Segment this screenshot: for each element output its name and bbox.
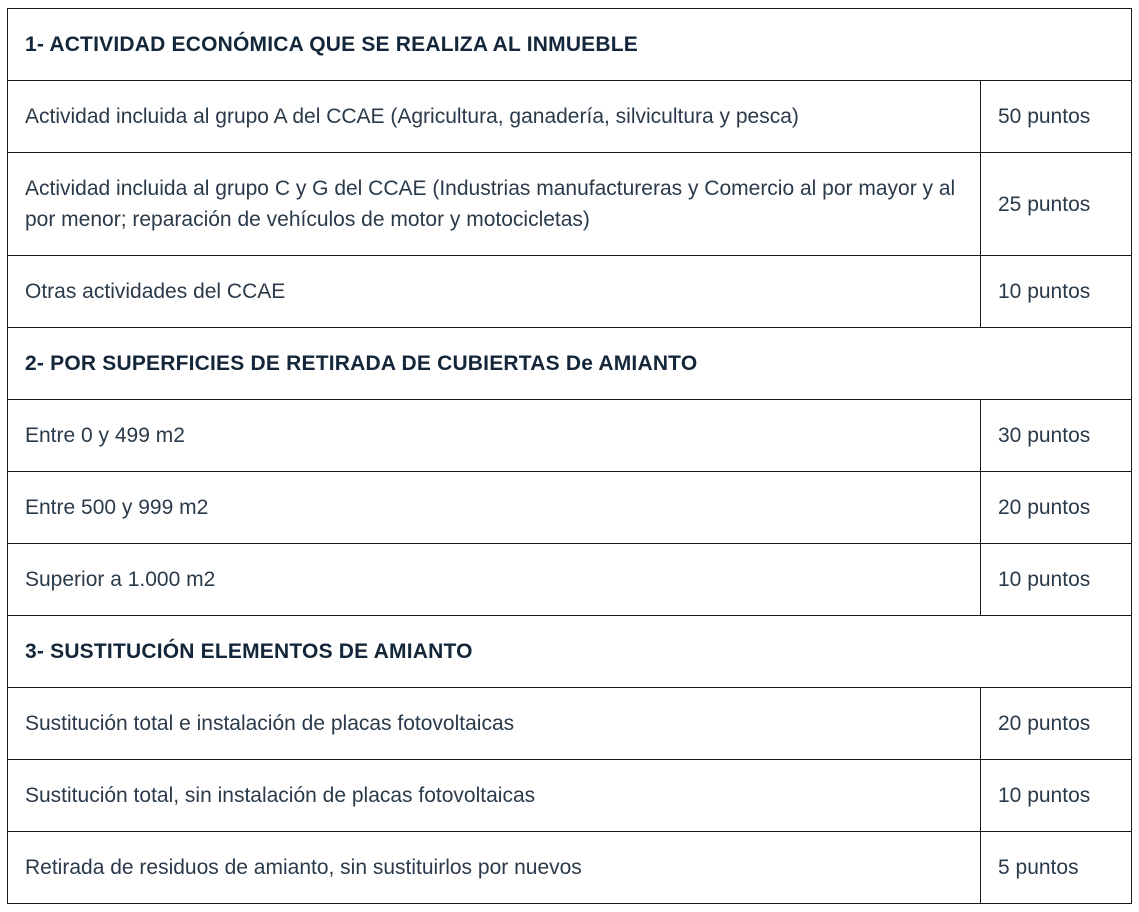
criterion-points: 20 puntos (981, 472, 1132, 544)
criterion-description: Actividad incluida al grupo A del CCAE (Agricultura, ganadería, silvicultura y pesca) (8, 81, 981, 153)
table-row (8, 832, 1132, 904)
criterion-points: 10 puntos (981, 760, 1132, 832)
table-row (8, 153, 1132, 256)
table-row (8, 472, 1132, 544)
criterion-description: Sustitución total, sin instalación de placas fotovoltaicas (8, 760, 981, 832)
criterion-description: Actividad incluida al grupo C y G del CCAE (Industrias manufactureras y Comercio al por mayor y al por menor; reparación de vehículos de motor y motocicletas) (8, 153, 981, 256)
criterion-points: 10 puntos (981, 256, 1132, 328)
criterion-description: Entre 0 y 499 m2 (8, 400, 981, 472)
criterion-points: 5 puntos (981, 832, 1132, 904)
criterion-description: Otras actividades del CCAE (8, 256, 981, 328)
criterion-points: 20 puntos (981, 688, 1132, 760)
criterion-description: Sustitución total e instalación de placas fotovoltaicas (8, 688, 981, 760)
table-row (8, 544, 1132, 616)
criterion-points: 25 puntos (981, 153, 1132, 256)
criterion-description: Entre 500 y 999 m2 (8, 472, 981, 544)
criterion-points: 50 puntos (981, 81, 1132, 153)
section-header-row (8, 616, 1132, 688)
section-title: 1- ACTIVIDAD ECONÓMICA QUE SE REALIZA AL INMUEBLE (8, 9, 1132, 81)
table-row (8, 81, 1132, 153)
table-row (8, 400, 1132, 472)
section-header-row (8, 9, 1132, 81)
table-row (8, 760, 1132, 832)
section-header-row (8, 328, 1132, 400)
criterion-description: Superior a 1.000 m2 (8, 544, 981, 616)
section-title: 2- POR SUPERFICIES DE RETIRADA DE CUBIERTAS De AMIANTO (8, 328, 1132, 400)
criterion-points: 30 puntos (981, 400, 1132, 472)
criterion-description: Retirada de residuos de amianto, sin sustituirlos por nuevos (8, 832, 981, 904)
section-title: 3- SUSTITUCIÓN ELEMENTOS DE AMIANTO (8, 616, 1132, 688)
scoring-table (7, 8, 1132, 904)
criterion-points: 10 puntos (981, 544, 1132, 616)
table-row (8, 688, 1132, 760)
table-row (8, 256, 1132, 328)
